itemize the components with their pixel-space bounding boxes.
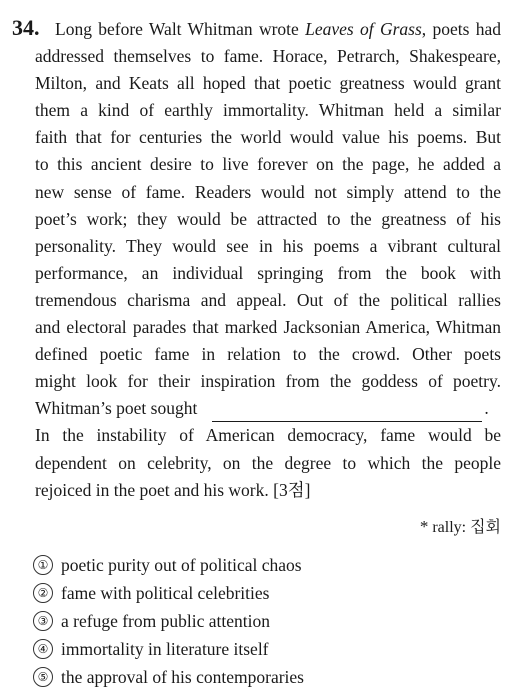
footnote [420, 516, 501, 539]
passage-line: rejoiced in the poet and his work. [3점] [35, 479, 311, 500]
choice-number: ④ [33, 639, 53, 659]
passage-line: Milton, and Keats all hoped that poetic greatness would grant [35, 73, 501, 94]
choice-number: ⑤ [33, 667, 53, 687]
blank-lead-text: Whitman’s poet sought [35, 398, 198, 419]
passage-line: personality. They would see in his poems a vibrant cultural [35, 235, 501, 256]
choice-4[interactable] [33, 635, 304, 663]
blank-line [35, 395, 501, 422]
passage-line: In the instability of American democracy, fame would be [35, 425, 501, 446]
blank-period: . [484, 398, 489, 419]
passage-line: poet’s work; they would be attracted to the greatness of his [35, 208, 501, 229]
passage-line: Long before Walt Whitman wrote Leaves of Grass, poets had [55, 19, 501, 39]
passage-line: new sense of fame. Readers would not simply attend to the [35, 181, 501, 202]
passage-line: to this ancient desire to live forever on the page, he added a [35, 154, 501, 175]
answer-choices [33, 551, 304, 691]
passage-line: dependent on celebrity, on the degree to which the people [35, 452, 501, 473]
passage-line: tremendous charisma and appeal. Out of the political rallies [35, 289, 501, 310]
question-number: 34. [12, 15, 40, 40]
asterisk-marker: * [419, 517, 429, 536]
choice-3[interactable] [33, 607, 304, 635]
passage-line: performance, an individual springing from the book with [35, 262, 501, 283]
choice-text: immortality in literature itself [61, 638, 269, 659]
choice-2[interactable] [33, 579, 304, 607]
choice-number: ② [33, 583, 53, 603]
passage-line: defined poetic fame in relation to the crowd. Other poets [35, 344, 501, 365]
choice-number: ① [33, 555, 53, 575]
answer-blank [212, 401, 482, 422]
passage-line: faith that for centuries the world would value his poems. But [35, 127, 501, 148]
choice-1[interactable] [33, 551, 304, 579]
passage [35, 16, 501, 504]
book-title: Leaves of Grass [305, 19, 422, 39]
choice-text: fame with political celebrities [61, 582, 270, 603]
choice-text: the approval of his contemporaries [61, 666, 304, 687]
passage-line: addressed themselves to fame. Horace, Petrarch, Shakespeare, [35, 46, 501, 67]
choice-text: poetic purity out of political chaos [61, 554, 302, 575]
passage-line: them a kind of earthly immortality. Whitman held a similar [35, 100, 501, 121]
passage-line: and electoral parades that marked Jacksonian America, Whitman [35, 317, 501, 338]
footnote-text: rally: 집회 [432, 519, 501, 536]
choice-text: a refuge from public attention [61, 610, 270, 631]
choice-5[interactable] [33, 663, 304, 691]
choice-number: ③ [33, 611, 53, 631]
passage-line: might look for their inspiration from the goddess of poetry. [35, 371, 501, 392]
